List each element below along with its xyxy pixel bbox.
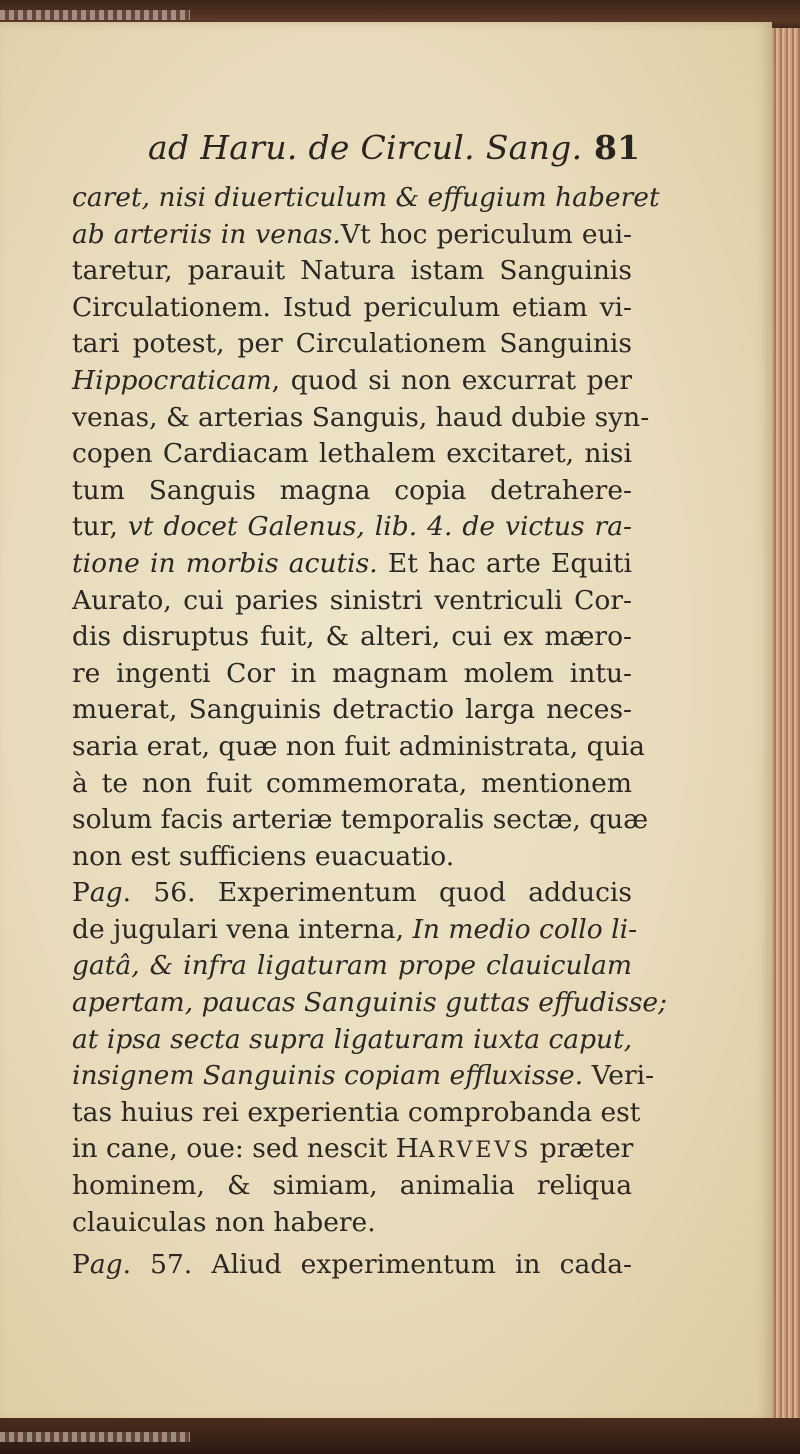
text-line (72, 729, 645, 766)
text-segment: at ipsa secta supra ligaturam iuxta caput, (72, 1023, 633, 1055)
text-line (72, 363, 632, 400)
text-segment: vt docet Galenus, lib. 4. de victus ra- (127, 511, 632, 543)
text-line (72, 509, 632, 546)
page-number: 81 (594, 128, 640, 167)
text-segment: Aurato, cui paries sinistri ventriculi Cor- (72, 584, 632, 616)
text-line (72, 1058, 655, 1095)
text-segment: tione in morbis acutis. (72, 547, 378, 579)
text-segment: præter (531, 1133, 634, 1165)
text-line (72, 436, 632, 473)
text-segment: Veri- (583, 1060, 655, 1092)
text-segment: solum facis arteriæ temporalis sectæ, quæ (72, 804, 649, 836)
text-segment: clauiculas non habere. (72, 1206, 376, 1238)
text-segment: ag (89, 1249, 123, 1281)
text-line (72, 326, 632, 363)
text-segment: P (72, 877, 90, 909)
text-line (72, 583, 632, 620)
running-header (148, 128, 638, 172)
text-line (72, 217, 632, 254)
text-segment: dis disruptus fuit, & alteri, cui ex mæro- (72, 621, 632, 653)
text-segment: muerat, Sanguinis detractio larga neces- (72, 694, 632, 726)
text-line (72, 1131, 632, 1168)
text-segment: caret, nisi diuerticulum & effugium haberet (72, 182, 660, 213)
text-line (72, 802, 649, 839)
running-title: ad Haru. de Circul. Sang. (148, 128, 583, 167)
text-segment: ARVEVS (418, 1138, 532, 1164)
text-segment: gatâ, & infra ligaturam prope clauiculam (72, 950, 632, 982)
text-segment: ab arteriis in venas. (72, 218, 341, 250)
text-line (72, 692, 632, 729)
text-segment: venas, & arterias Sanguis, haud dubie syn- (72, 401, 650, 433)
text-line (72, 1205, 632, 1242)
text-segment: hominem, & simiam, animalia reliqua (72, 1170, 632, 1202)
body-text (72, 180, 668, 1284)
text-segment: In medio collo li- (412, 913, 638, 945)
text-line (72, 1247, 632, 1284)
text-line (72, 473, 632, 510)
text-segment: re ingenti Cor in magnam molem intu- (72, 657, 632, 689)
text-line (72, 875, 632, 912)
text-line (72, 1095, 641, 1132)
binding-stitch-top (0, 10, 190, 20)
text-segment: Vt hoc periculum eui- (340, 218, 633, 250)
text-segment: in cane, oue: sed nescit (72, 1133, 396, 1165)
text-segment: Circulationem. Istud periculum etiam vi- (72, 291, 632, 323)
text-line (72, 948, 632, 985)
text-segment: taretur, parauit Natura istam Sanguinis (72, 255, 632, 287)
text-segment: saria erat, quæ non fuit administrata, quia (72, 730, 645, 762)
text-line (72, 290, 632, 327)
text-line (72, 985, 668, 1022)
text-segment: copen Cardiacam lethalem excitaret, nisi (72, 438, 632, 470)
text-segment: apertam, paucas Sanguinis guttas effudisse; (72, 987, 668, 1019)
text-line (72, 400, 650, 437)
text-segment: , quod si non excurrat per (271, 364, 632, 396)
text-segment: tur, (72, 511, 128, 543)
text-segment: à te non fuit commemorata, mentionem (72, 767, 632, 799)
binding-stitch-bottom (0, 1432, 190, 1442)
text-segment: . 56. Experimentum quod adducis (122, 877, 632, 909)
text-line (72, 1022, 632, 1059)
text-segment: non est sufficiens euacuatio. (72, 840, 455, 872)
page-edge (772, 28, 800, 1420)
text-line (72, 766, 632, 803)
text-segment: tum Sanguis magna copia detrahere- (72, 474, 632, 506)
text-segment: insignem Sanguinis copiam effluxisse. (72, 1060, 584, 1092)
text-segment: tas huius rei experientia comprobanda est (72, 1096, 641, 1128)
text-line (72, 1168, 632, 1205)
text-segment: . 57. Aliud experimentum in cada- (122, 1249, 632, 1281)
text-line (72, 619, 632, 656)
text-segment: Et hac arte Equiti (377, 547, 633, 579)
text-segment: ag (89, 877, 123, 909)
text-segment: Hippocraticam (72, 364, 272, 396)
text-line (72, 912, 638, 949)
text-line (72, 656, 632, 693)
text-segment: de jugulari vena interna, (72, 913, 413, 945)
text-line (72, 546, 632, 583)
text-line (72, 253, 632, 290)
text-segment: tari potest, per Circulationem Sanguinis (72, 328, 632, 360)
text-segment: H (395, 1133, 419, 1165)
text-segment: P (72, 1249, 90, 1281)
text-line (72, 839, 632, 876)
text-line (72, 180, 660, 217)
